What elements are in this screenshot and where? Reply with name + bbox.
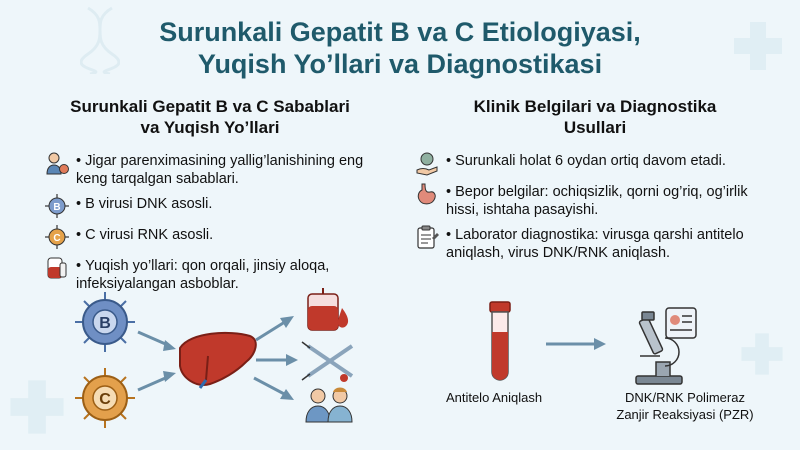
right-heading-line2: Usullari (563, 118, 627, 137)
left-heading-line2: va Yuqish Yo’llari (140, 118, 280, 137)
arrow-icon (254, 316, 298, 400)
left-heading-line1: Surunkali Gepatit B va C Sabablari (70, 97, 350, 116)
page-title (0, 16, 800, 80)
liver-icon (180, 333, 256, 388)
antibody-test-caption: Antitelo Aniqlash (445, 390, 543, 405)
blood-tube-icon (44, 255, 70, 281)
list-item: • Yuqish yo’llari: qon orqali, jinsiy aloqa, infeksiyalangan asboblar. (44, 257, 394, 293)
bullet-text: Laborator diagnostika: virusga qarshi antitelo aniqlash, virus DNK/RNK aniqlash. (446, 227, 744, 261)
list-item: • Surunkali holat 6 oydan ortiq davom etadi. (414, 152, 774, 176)
svg-text:B: B (53, 202, 61, 213)
cross-decoration-icon (738, 330, 786, 378)
right-bullet-list (414, 152, 774, 269)
bullet-text: Bepor belgilar: ochiqsizlik, qorni og’riq, og’irlik hissi, ishtaha pasayishi. (446, 184, 748, 218)
page-title-line1: Surunkali Gepatit B va C Etiologiyasi, (159, 17, 641, 47)
right-section-heading (420, 96, 770, 138)
list-item: C • C virusi RNK asosli. (44, 226, 394, 250)
microscope-icon (636, 308, 696, 384)
arrow-icon (546, 338, 606, 350)
people-icon (306, 388, 352, 423)
virus-hand-icon (414, 150, 440, 176)
virus-c-letter: C (99, 391, 111, 408)
list-item: • Laborator diagnostika: virusga qarshi antitelo aniqlash, virus DNK/RNK aniqlash. (414, 226, 774, 262)
left-bullet-list (44, 152, 394, 300)
bullet-text: Jigar parenximasining yallig’lanishining eng keng tarqalgan sabablari. (76, 153, 364, 187)
bullet-text: C virusi RNK asosli. (85, 227, 214, 243)
pcr-caption-line2: Zanjir Reaksiyasi (PZR) (616, 407, 754, 422)
page-title-line2: Yuqish Yo’llari va Diagnostikasi (197, 49, 603, 79)
diagnostics-diagram (460, 298, 710, 388)
list-item: B • B virusi DNK asosli. (44, 195, 394, 219)
virus-b-icon (75, 292, 135, 352)
virus-c-icon (75, 368, 135, 428)
bullet-text: Surunkali holat 6 oydan ortiq davom etadi. (455, 153, 726, 169)
doctor-virus-icon (44, 150, 70, 176)
bullet-text: B virusi DNK asosli. (85, 196, 213, 212)
pcr-caption-line1: DNK/RNK Polimeraz (625, 390, 745, 405)
bullet-text: Yuqish yo’llari: qon orqali, jinsiy aloqa, infeksiyalangan asboblar. (76, 258, 330, 292)
stomach-icon (414, 181, 440, 207)
list-item: • Bepor belgilar: ochiqsizlik, qorni og’riq, og’irlik hissi, ishtaha pasayishi. (414, 183, 774, 219)
clipboard-icon (414, 224, 440, 250)
transmission-diagram (70, 288, 370, 438)
virus-c-icon (44, 224, 70, 250)
svg-text:C: C (53, 233, 61, 244)
syringe-icon (302, 342, 352, 382)
left-section-heading (30, 96, 390, 138)
right-heading-line1: Klinik Belgilari va Diagnostika (473, 97, 717, 116)
test-tube-icon (490, 302, 510, 380)
arrow-icon (138, 332, 176, 390)
virus-b-letter: B (99, 315, 111, 332)
blood-bag-icon (308, 288, 348, 330)
virus-b-icon (44, 193, 70, 219)
cross-decoration-icon (6, 376, 68, 438)
pcr-caption (590, 389, 780, 423)
list-item: • Jigar parenximasining yallig’lanishining eng keng tarqalgan sabablari. (44, 152, 394, 188)
